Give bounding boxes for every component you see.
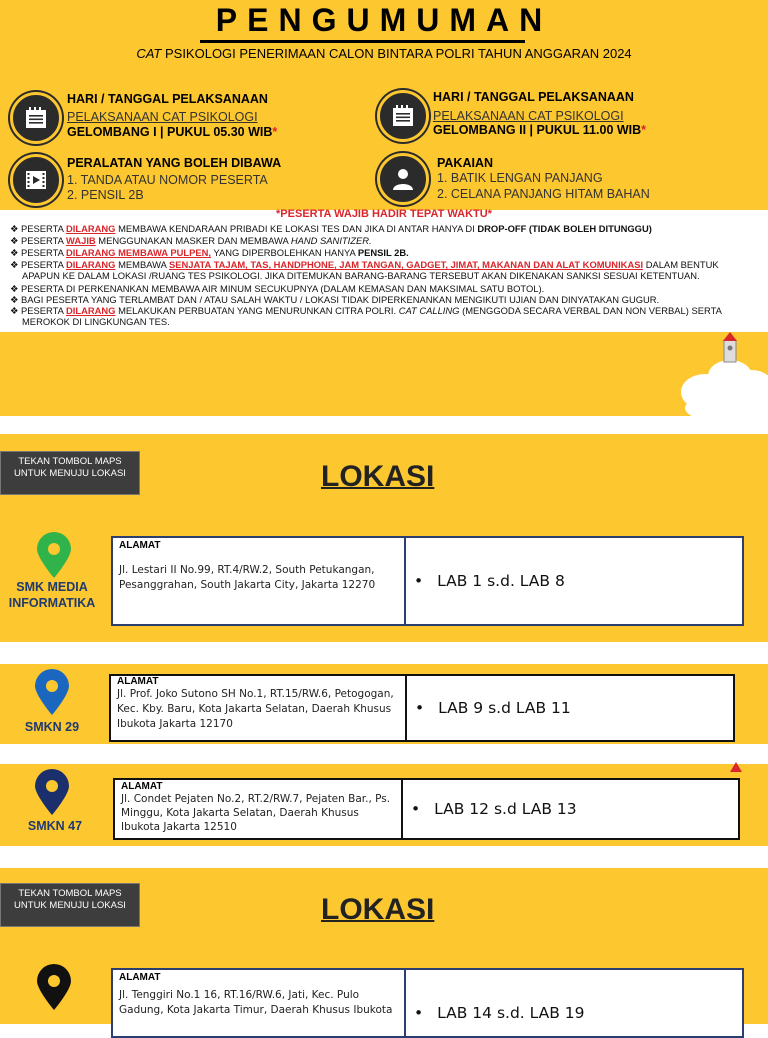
address-text: Jl. Condet Pejaten No.2, RT.2/RW.7, Pejaten Bar., Ps. Minggu, Kota Jakarta Selatan, Daerah Khusus Ibukota Jakarta 12510 bbox=[121, 793, 391, 833]
rule-3: ❖ PESERTA DILARANG MEMBAWA PULPEN, YANG DIPERBOLEHKAN HANYA PENSIL 2B. bbox=[10, 247, 409, 258]
separator bbox=[0, 642, 768, 664]
address-text: Jl. Prof. Joko Sutono SH No.1, RT.15/RW.6, Petogogan, Kec. Kby. Baru, Kota Jakarta Selatan, Daerah Khusus Ibukota Jakarta 12170 bbox=[117, 688, 394, 730]
address-label: ALAMAT bbox=[121, 781, 163, 792]
decor-band bbox=[0, 332, 768, 416]
map-pin-icon[interactable] bbox=[33, 768, 71, 816]
address-cell bbox=[113, 538, 406, 624]
site-name: SMKN 29 bbox=[24, 720, 80, 734]
separator bbox=[0, 744, 768, 764]
calendar-icon bbox=[377, 90, 429, 142]
address-label: ALAMAT bbox=[119, 540, 161, 551]
lab-range: LAB 1 s.d. LAB 8 bbox=[437, 572, 565, 590]
location-heading: LOKASI bbox=[321, 893, 435, 926]
maps-button[interactable]: TEKAN TOMBOL MAPS UNTUK MENUJU LOKASI bbox=[0, 451, 140, 495]
address-cell bbox=[111, 676, 407, 740]
address-cell bbox=[115, 780, 403, 838]
maps-button[interactable]: TEKAN TOMBOL MAPS UNTUK MENUJU LOKASI bbox=[0, 883, 140, 927]
g1-time: GELOMBANG I | PUKUL 05.30 WIB* bbox=[67, 125, 278, 139]
lab-range: LAB 12 s.d LAB 13 bbox=[434, 800, 577, 818]
rule-6: ❖ BAGI PESERTA YANG TERLAMBAT DAN / ATAU SALAH WAKTU / LOKASI TIDAK DIPERKENANKAN MENGIKUTI UJIAN DAN DINYATAKAN GUGUR. bbox=[10, 294, 660, 305]
map-pin-icon[interactable] bbox=[33, 668, 71, 716]
separator bbox=[0, 416, 768, 434]
location-heading: LOKASI bbox=[321, 460, 435, 493]
g2-heading: HARI / TANGGAL PELAKSANAAN bbox=[433, 90, 634, 104]
lab-cell: • LAB 1 s.d. LAB 8 bbox=[414, 572, 565, 590]
rule-4: ❖ PESERTA DILARANG MEMBAWA SENJATA TAJAM, TAS, HANDPHONE, JAM TANGAN, GADGET, JIMAT, MAKANAN DAN ALAT KOMUNIKASI DALAM BENTUK APAPUN KE DALAM LOKASI /RUANG TES PSIKOLOGI. JIKA DITEMUKAN BARANG-BARANG TERSEBUT AKAN DIKENAKAN SANKSI SESUAI KETENTUAN. bbox=[10, 259, 719, 281]
rocket-tip-icon bbox=[730, 762, 742, 772]
rule-5: ❖ PESERTA DI PERKENANKAN MEMBAWA AIR MINUM SECUKUPNYA (DALAM KEMASAN DAN MAKSIMAL SATU BOTOL). bbox=[10, 283, 545, 294]
g2-line: PELAKSANAAN CAT PSIKOLOGI bbox=[433, 109, 624, 123]
location-table bbox=[113, 778, 740, 840]
location-table bbox=[111, 968, 744, 1038]
rule-2: ❖ PESERTA WAJIB MENGGUNAKAN MASKER DAN MEMBAWA HAND SANITIZER. bbox=[10, 235, 372, 246]
lab-cell: • LAB 9 s.d LAB 11 bbox=[415, 699, 571, 717]
address-label: ALAMAT bbox=[119, 972, 161, 983]
address-label: ALAMAT bbox=[117, 676, 159, 687]
lab-range: LAB 14 s.d. LAB 19 bbox=[437, 1004, 585, 1022]
page-subtitle: CAT PSIKOLOGI PENERIMAAN CALON BINTARA POLRI TAHUN ANGGARAN 2024 bbox=[136, 46, 632, 61]
location-table bbox=[109, 674, 735, 742]
map-pin-icon[interactable] bbox=[35, 531, 73, 579]
title-underline bbox=[200, 40, 525, 43]
equip-heading: PERALATAN YANG BOLEH DIBAWA bbox=[67, 156, 282, 170]
dress-heading: PAKAIAN bbox=[437, 156, 494, 170]
g2-time: GELOMBANG II | PUKUL 11.00 WIB* bbox=[433, 123, 647, 137]
rocket-icon bbox=[0, 332, 768, 416]
rule-7: ❖ PESERTA DILARANG MELAKUKAN PERBUATAN YANG MENURUNKAN CITRA POLRI. CAT CALLING (MENGGODA SECARA VERBAL DAN NON VERBAL) SERTA MEROKOK DI LINGKUNGAN TES. bbox=[10, 305, 722, 327]
dress-item-1: 1. BATIK LENGAN PANJANG bbox=[437, 171, 603, 185]
equip-item-2: 2. PENSIL 2B bbox=[67, 188, 144, 202]
g1-heading: HARI / TANGGAL PELAKSANAAN bbox=[67, 92, 268, 106]
address-cell bbox=[113, 970, 406, 1036]
rule-1: ❖ PESERTA DILARANG MEMBAWA KENDARAAN PRIBADI KE LOKASI TES DAN JIKA DI ANTAR HANYA DI DROP-OFF (TIDAK BOLEH DITUNGGU) bbox=[10, 223, 652, 234]
site-name: SMKN 47 bbox=[27, 819, 83, 833]
address-text: Jl. Lestari II No.99, RT.4/RW.2, South Petukangan, Pesanggrahan, South Jakarta City, Jakarta 12270 bbox=[119, 564, 376, 591]
lab-cell: • LAB 14 s.d. LAB 19 bbox=[414, 1004, 585, 1022]
site-name: SMK MEDIA INFORMATIKA bbox=[8, 580, 96, 610]
separator bbox=[0, 846, 768, 868]
lab-cell: • LAB 12 s.d LAB 13 bbox=[411, 800, 577, 818]
film-icon bbox=[10, 154, 62, 206]
map-pin-icon[interactable] bbox=[35, 963, 73, 1011]
dress-item-2: 2. CELANA PANJANG HITAM BAHAN bbox=[437, 187, 650, 201]
equip-item-1: 1. TANDA ATAU NOMOR PESERTA bbox=[67, 173, 268, 187]
location-table bbox=[111, 536, 744, 626]
lab-range: LAB 9 s.d LAB 11 bbox=[438, 699, 571, 717]
page-title: PENGUMUMAN bbox=[215, 2, 553, 38]
calendar-icon bbox=[10, 92, 62, 144]
g1-line: PELAKSANAAN CAT PSIKOLOGI bbox=[67, 110, 258, 124]
person-icon bbox=[377, 153, 429, 205]
warning-text: *PESERTA WAJIB HADIR TEPAT WAKTU* bbox=[276, 208, 492, 220]
address-text: Jl. Tenggiri No.1 16, RT.16/RW.6, Jati, Kec. Pulo Gadung, Kota Jakarta Timur, Daerah Khusus Ibukota bbox=[119, 989, 393, 1016]
